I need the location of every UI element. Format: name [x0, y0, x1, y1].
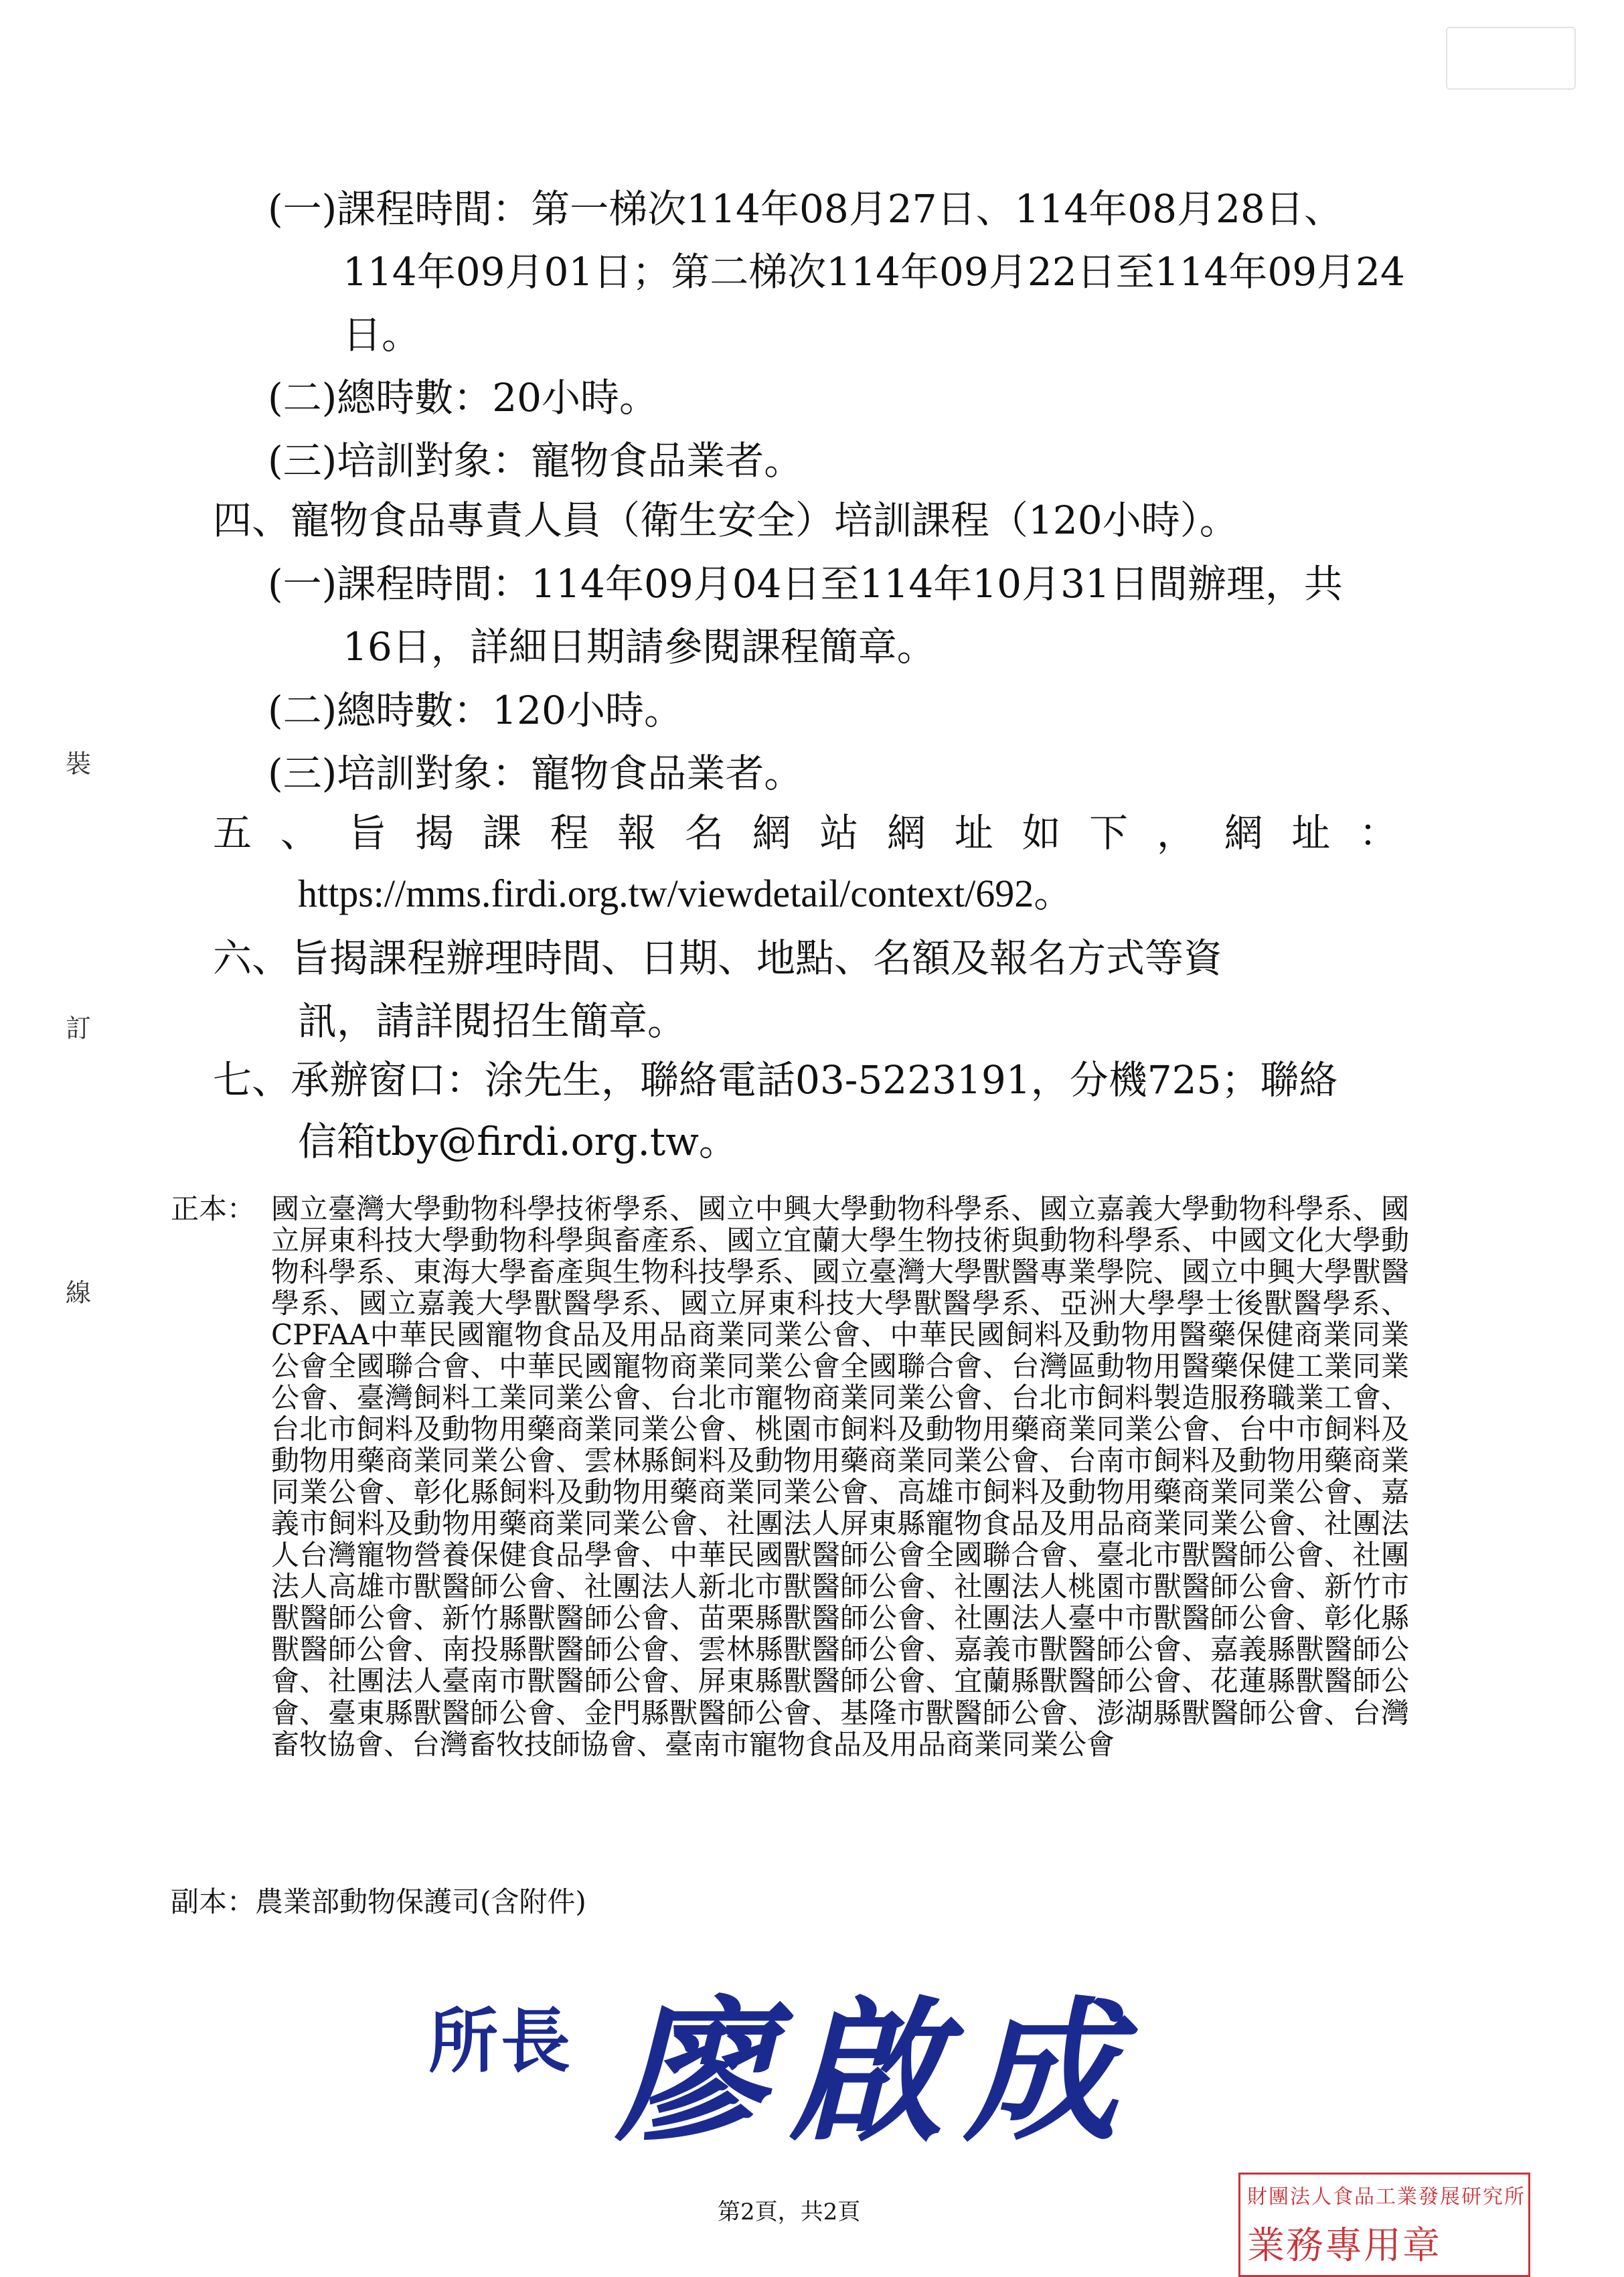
cc-line — [171, 1880, 586, 1920]
distribution-label: 正本： — [171, 1192, 256, 1225]
item6-line1: 六、旨揭課程辦理時間、日期、地點、名額及報名方式等資 — [213, 935, 1223, 981]
cc-label: 副本： — [171, 1885, 256, 1918]
item3-target-audience: (三)培訓對象：寵物食品業者。 — [268, 438, 803, 483]
seal-text-row2: 業務專用章 — [1247, 2224, 1441, 2268]
item4-target-audience: (三)培訓對象：寵物食品業者。 — [268, 751, 803, 796]
item5-url: https://mms.firdi.org.tw/viewdetail/context/692。 — [298, 872, 1073, 915]
item4-course-time-line2: 16日，詳細日期請參閱課程簡章。 — [343, 624, 936, 670]
item3-course-time-line1: (一)課程時間：第一梯次114年08月27日、114年08月28日、 — [268, 186, 1343, 232]
cc-recipient: 農業部動物保護司(含附件) — [255, 1885, 586, 1918]
item5-line1: 五、旨揭課程報名網站網址如下，網址： — [213, 810, 1398, 856]
official-seal — [1238, 2173, 1530, 2277]
item4-title: 四、寵物食品專責人員（衛生安全）培訓課程（120小時）。 — [213, 497, 1238, 543]
item4-course-time-line1: (一)課程時間：114年09月04日至114年10月31日間辦理，共 — [268, 561, 1343, 607]
distribution-recipients: 國立臺灣大學動物科學技術學系、國立中興大學動物科學系、國立嘉義大學動物科學系、國立屏東科技大學動物科學與畜產系、國立宜蘭大學生物技術與動物科學系、中國文化大學動物科學系、東海大學畜產與生物科技學系、國立臺灣大學獸醫專業學院、國立中興大學獸醫學系、國立嘉義大學獸醫學系、國立屏東科技大學獸醫學系、亞洲大學學士後獸醫學系、CPFAA中華民國寵物食品及用品商業同業公會、中華民國飼料及動物用醫藥保健商業同業公會全國聯合會、中華民國寵物商業同業公會全國聯合會、台灣區動物用醫藥保健工業同業公會、臺灣飼料工業同業公會、台北市寵物商業同業公會、台北市飼料製造服務職業工會、台北市飼料及動物用藥商業同業公會、桃園市飼料及動物用藥商業同業公會、台中市飼料及動物用藥商業同業公會、雲林縣飼料及動物用藥商業同業公會、台南市飼料及動物用藥商業同業公會、彰化縣飼料及動物用藥商業同業公會、高雄市飼料及動物用藥商業同業公會、嘉義市飼料及動物用藥商業同業公會、社團法人屏東縣寵物食品及用品商業同業公會、社團法人台灣寵物營養保健食品學會、中華民國獸醫師公會全國聯合會、臺北市獸醫師公會、社團法人高雄市獸醫師公會、社團法人新北市獸醫師公會、社團法人桃園市獸醫師公會、新竹市獸醫師公會、新竹縣獸醫師公會、苗栗縣獸醫師公會、社團法人臺中市獸醫師公會、彰化縣獸醫師公會、南投縣獸醫師公會、雲林縣獸醫師公會、嘉義市獸醫師公會、嘉義縣獸醫師公會、社團法人臺南市獸醫師公會、屏東縣獸醫師公會、宜蘭縣獸醫師公會、花蓮縣獸醫師公會、臺東縣獸醫師公會、金門縣獸醫師公會、基隆市獸醫師公會、澎湖縣獸醫師公會、台灣畜牧協會、台灣畜牧技師協會、臺南市寵物食品及用品商業同業公會 — [271, 1192, 1409, 1761]
item4-total-hours: (二)總時數：120小時。 — [268, 688, 683, 733]
top-right-stamp-box — [1446, 27, 1576, 90]
margin-binding-char-3: 線 — [66, 1278, 92, 1308]
item6-line2: 訊，請詳閱招生簡章。 — [298, 998, 687, 1044]
item7-line1: 七、承辦窗口：涂先生，聯絡電話03-5223191，分機725；聯絡 — [213, 1057, 1338, 1103]
item7-line2: 信箱tby@firdi.org.tw。 — [298, 1119, 738, 1164]
item3-course-time-line2: 114年09月01日；第二梯次114年09月22日至114年09月24 — [343, 249, 1405, 295]
page-number: 第2頁，共2頁 — [718, 2199, 861, 2225]
signature-name: 廖啟成 — [616, 1982, 1138, 2163]
item3-total-hours: (二)總時數：20小時。 — [268, 375, 659, 420]
seal-text-row1: 財團法人食品工業發展研究所 — [1247, 2185, 1526, 2209]
signature-title: 所長 — [428, 2000, 574, 2082]
distribution-list — [171, 1193, 1409, 1760]
margin-binding-char-2: 訂 — [66, 1014, 92, 1043]
item3-course-time-line3: 日。 — [343, 312, 421, 358]
margin-binding-char-1: 裝 — [66, 749, 92, 779]
